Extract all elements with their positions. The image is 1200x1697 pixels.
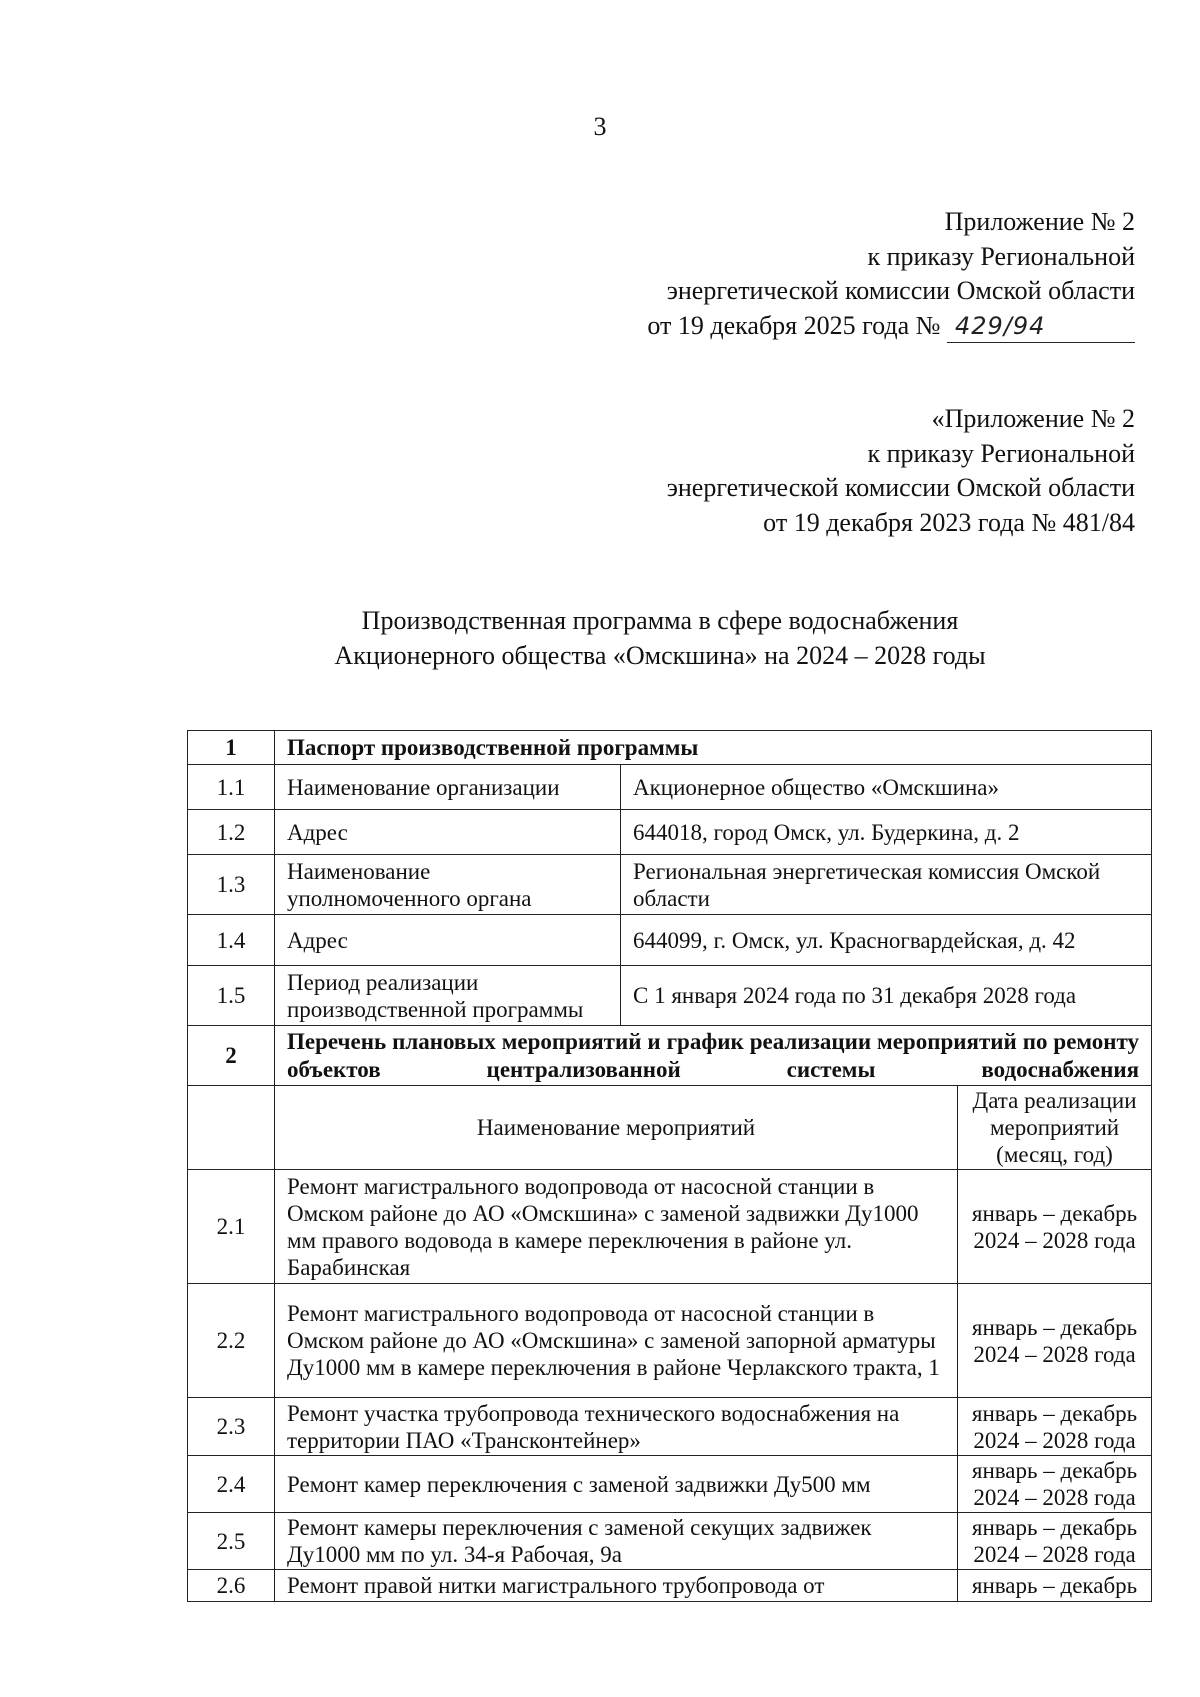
passport-value: 644018, город Омск, ул. Будеркина, д. 2 [621, 810, 1152, 855]
section-number: 2 [188, 1026, 275, 1086]
table-row [188, 1456, 1152, 1513]
table-row [188, 966, 1152, 1026]
section-heading-passport: Паспорт производственной программы [275, 731, 1152, 765]
approval-current-line3: энергетической комиссии Омской области [666, 276, 1135, 305]
approval-current-line1: Приложение № 2 [944, 207, 1135, 236]
table-row [188, 1026, 1152, 1086]
empty-cell [188, 1086, 275, 1170]
approval-block-original [667, 402, 1135, 540]
approval-block-current [647, 205, 1135, 343]
row-number: 1.1 [188, 765, 275, 810]
table-row [188, 765, 1152, 810]
passport-label: Наименование уполномоченного органа [275, 855, 621, 915]
row-number: 2.4 [188, 1456, 275, 1513]
document-title-line1: Производственная программа в сфере водоснабжения [361, 606, 959, 635]
production-program-table [187, 730, 1152, 1602]
passport-value: 644099, г. Омск, ул. Красногвардейская, д. 42 [621, 915, 1152, 966]
table-row [188, 1513, 1152, 1570]
table-row [188, 1284, 1152, 1398]
event-date: январь – декабрь 2024 – 2028 года [958, 1398, 1152, 1456]
table-row [188, 731, 1152, 765]
column-header-name: Наименование мероприятий [275, 1086, 958, 1170]
table-row [188, 855, 1152, 915]
approval-current-date: от 19 декабря 2025 года № [647, 310, 941, 340]
passport-value: Региональная энергетическая комиссия Омской области [621, 855, 1152, 915]
document-title [0, 604, 1200, 673]
table-row [188, 1170, 1152, 1284]
table-row [188, 1086, 1152, 1170]
row-number: 2.3 [188, 1398, 275, 1456]
approval-current-line4 [647, 309, 1135, 344]
approval-original-line3: энергетической комиссии Омской области [666, 473, 1135, 502]
passport-label: Адрес [275, 810, 621, 855]
approval-original-line4: от 19 декабря 2023 года № 481/84 [763, 507, 1135, 537]
event-name: Ремонт камеры переключения с заменой секущих задвижек Ду1000 мм по ул. 34-я Рабочая, 9а [275, 1513, 958, 1570]
document-title-line2: Акционерного общества «Омскшина» на 2024 – 2028 годы [334, 640, 986, 670]
row-number: 1.5 [188, 966, 275, 1026]
table-row [188, 1570, 1152, 1602]
section-heading-events: Перечень плановых мероприятий и график реализации мероприятий по ремонту объектов централизованной системы водоснабжения [275, 1026, 1152, 1086]
event-name: Ремонт камер переключения с заменой задвижки Ду500 мм [275, 1456, 958, 1513]
event-date: январь – декабрь 2024 – 2028 года [958, 1456, 1152, 1513]
passport-label: Адрес [275, 915, 621, 966]
event-date: январь – декабрь 2024 – 2028 года [958, 1513, 1152, 1570]
column-header-date: Дата реализации мероприятий (месяц, год) [958, 1086, 1152, 1170]
event-date: январь – декабрь 2024 – 2028 года [958, 1284, 1152, 1398]
row-number: 1.3 [188, 855, 275, 915]
event-name: Ремонт магистрального водопровода от насосной станции в Омском районе до АО «Омскшина» с заменой запорной арматуры Ду1000 мм в камере переключения в районе Черлакского тракта, 1 [275, 1284, 958, 1398]
table-row [188, 1398, 1152, 1456]
event-date: январь – декабрь [958, 1570, 1152, 1602]
table-row [188, 915, 1152, 966]
event-name: Ремонт правой нитки магистрального трубопровода от [275, 1570, 958, 1602]
approval-current-line2: к приказу Региональной [867, 241, 1135, 271]
passport-label: Наименование организации [275, 765, 621, 810]
handwritten-order-number: 429/94 [947, 311, 1135, 343]
approval-original-line1: «Приложение № 2 [931, 404, 1135, 433]
row-number: 1.4 [188, 915, 275, 966]
row-number: 2.2 [188, 1284, 275, 1398]
passport-value: С 1 января 2024 года по 31 декабря 2028 года [621, 966, 1152, 1026]
row-number: 2.1 [188, 1170, 275, 1284]
section-number: 1 [188, 731, 275, 765]
approval-original-line2: к приказу Региональной [867, 438, 1135, 468]
page-number: 3 [593, 112, 607, 141]
passport-value: Акционерное общество «Омскшина» [621, 765, 1152, 810]
row-number: 1.2 [188, 810, 275, 855]
event-name: Ремонт магистрального водопровода от насосной станции в Омском районе до АО «Омскшина» с заменой задвижки Ду1000 мм правого водовода в камере переключения в районе ул. Барабинская [275, 1170, 958, 1284]
row-number: 2.6 [188, 1570, 275, 1602]
event-date: январь – декабрь 2024 – 2028 года [958, 1170, 1152, 1284]
row-number: 2.5 [188, 1513, 275, 1570]
table-row [188, 810, 1152, 855]
event-name: Ремонт участка трубопровода технического водоснабжения на территории ПАО «Трансконтейнер» [275, 1398, 958, 1456]
passport-label: Период реализации производственной программы [275, 966, 621, 1026]
